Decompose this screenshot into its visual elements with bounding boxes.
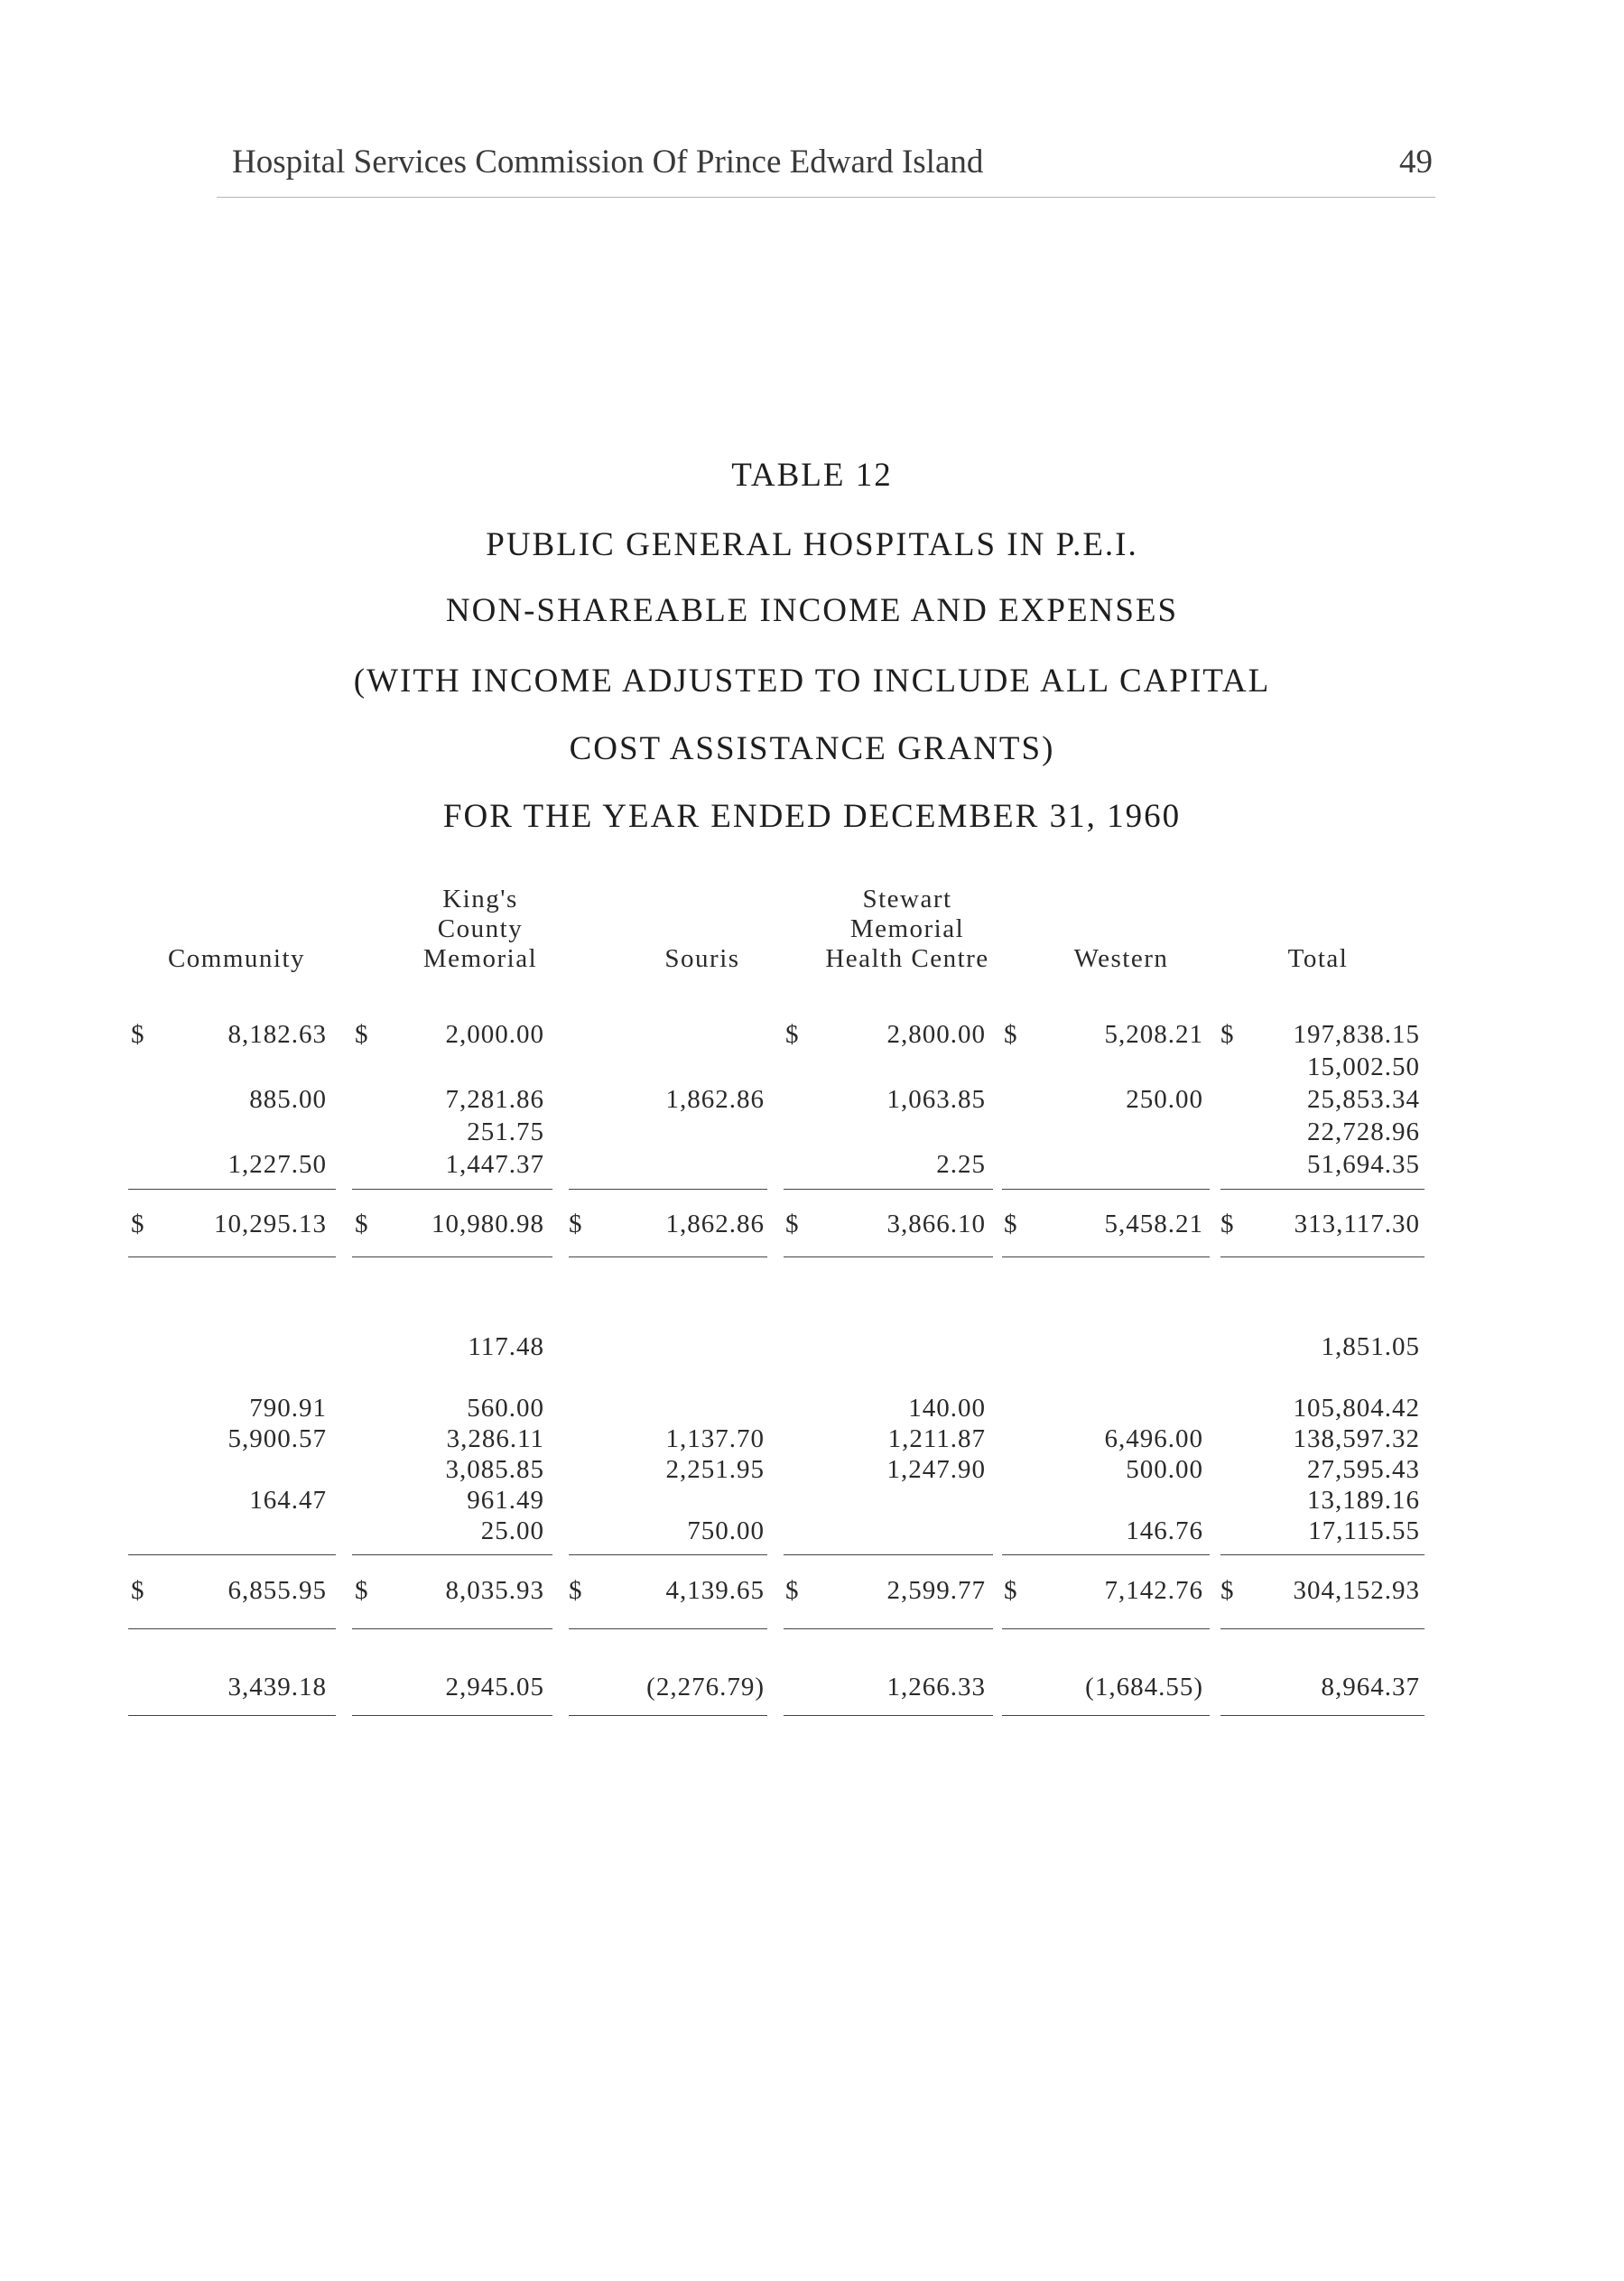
currency-sign: $ <box>131 1020 145 1049</box>
table-cell: 1,851.05 <box>1321 1332 1420 1361</box>
table-cell: 251.75 <box>467 1117 544 1146</box>
table-cell: 1,227.50 <box>227 1150 327 1179</box>
table-cell: 790.91 <box>249 1394 327 1423</box>
title-line: (WITH INCOME ADJUSTED TO INCLUDE ALL CAPITAL <box>353 663 1271 700</box>
table-cell: 7,142.76 <box>1104 1576 1203 1605</box>
table-cell: 250.00 <box>1126 1085 1203 1114</box>
table-rule <box>569 1554 767 1555</box>
table-cell: 138,597.32 <box>1293 1424 1420 1453</box>
currency-sign: $ <box>785 1210 800 1238</box>
column-header-line: Health Centre <box>825 944 989 973</box>
table-cell: 2,000.00 <box>445 1020 544 1049</box>
table-rule <box>128 1715 336 1716</box>
table-rule <box>569 1256 767 1257</box>
title-line: TABLE 12 <box>731 457 893 494</box>
table-rule <box>1220 1628 1424 1629</box>
table-rule <box>128 1256 336 1257</box>
table-cell: 1,447.37 <box>445 1150 544 1179</box>
table-rule <box>784 1628 993 1629</box>
table-cell: 6,855.95 <box>227 1576 327 1605</box>
currency-sign: $ <box>355 1020 369 1049</box>
table-cell: 117.48 <box>468 1332 544 1361</box>
table-rule <box>1002 1715 1210 1716</box>
table-cell: 3,085.85 <box>445 1455 544 1484</box>
table-cell: 4,139.65 <box>665 1576 765 1605</box>
currency-sign: $ <box>1004 1210 1018 1238</box>
currency-sign: $ <box>355 1210 369 1238</box>
table-rule <box>784 1189 993 1190</box>
table-cell: 17,115.55 <box>1308 1516 1420 1545</box>
column-header <box>1174 944 1462 974</box>
table-cell: 2,945.05 <box>445 1673 544 1701</box>
table-rule <box>784 1256 993 1257</box>
table-cell: 1,266.33 <box>886 1673 986 1701</box>
table-cell: 961.49 <box>467 1486 544 1515</box>
table-cell: 25.00 <box>480 1516 544 1545</box>
column-header-line: Western <box>1073 944 1169 973</box>
table-rule <box>1220 1715 1424 1716</box>
table-rule <box>784 1715 993 1716</box>
column-header-line: King's <box>442 885 518 913</box>
table-cell: 7,281.86 <box>445 1085 544 1114</box>
table-cell: 313,117.30 <box>1294 1210 1420 1238</box>
currency-sign: $ <box>785 1020 800 1049</box>
table-cell: 750.00 <box>687 1516 765 1545</box>
currency-sign: $ <box>1220 1020 1235 1049</box>
table-cell: 10,295.13 <box>214 1210 327 1238</box>
table-cell: 2,599.77 <box>886 1576 986 1605</box>
currency-sign: $ <box>785 1576 800 1605</box>
table-cell: 885.00 <box>249 1085 327 1114</box>
table-cell: 1,862.86 <box>665 1210 765 1238</box>
currency-sign: $ <box>569 1210 583 1238</box>
column-header-line: Community <box>167 944 306 973</box>
table-cell: 5,900.57 <box>227 1424 327 1453</box>
table-cell: 5,208.21 <box>1104 1020 1203 1049</box>
table-rule <box>1002 1189 1210 1190</box>
table-cell: 2,251.95 <box>665 1455 765 1484</box>
table-cell: 500.00 <box>1126 1455 1203 1484</box>
table-rule <box>1002 1628 1210 1629</box>
table-rule <box>569 1628 767 1629</box>
table-rule <box>1220 1554 1424 1555</box>
table-rule <box>784 1554 993 1555</box>
table-cell: 22,728.96 <box>1307 1117 1420 1146</box>
table-cell: 1,211.87 <box>887 1424 986 1453</box>
page-number: 49 <box>1399 144 1433 181</box>
table-cell: (1,684.55) <box>1085 1673 1203 1701</box>
title-line: COST ASSISTANCE GRANTS) <box>569 730 1055 767</box>
table-cell: 1,137.70 <box>665 1424 765 1453</box>
table-rule <box>352 1189 552 1190</box>
table-cell: 6,496.00 <box>1104 1424 1203 1453</box>
running-header-title: Hospital Services Commission Of Prince Edward Island <box>232 144 984 181</box>
currency-sign: $ <box>355 1576 369 1605</box>
table-cell: (2,276.79) <box>646 1673 765 1701</box>
table-cell: 560.00 <box>467 1394 544 1423</box>
table-rule <box>352 1256 552 1257</box>
currency-sign: $ <box>131 1210 145 1238</box>
table-cell: 27,595.43 <box>1307 1455 1420 1484</box>
table-rule <box>1220 1256 1424 1257</box>
table-cell: 13,189.16 <box>1307 1486 1420 1515</box>
table-cell: 3,286.11 <box>446 1424 544 1453</box>
table-rule <box>1002 1554 1210 1555</box>
table-cell: 2,800.00 <box>886 1020 986 1049</box>
table-cell: 164.47 <box>249 1486 327 1515</box>
table-rule <box>128 1189 336 1190</box>
column-header-line: Total <box>1287 944 1349 973</box>
currency-sign: $ <box>1220 1210 1235 1238</box>
table-cell: 25,853.34 <box>1307 1085 1420 1114</box>
table-cell: 105,804.42 <box>1293 1394 1420 1423</box>
table-rule <box>352 1628 552 1629</box>
table-cell: 8,182.63 <box>227 1020 327 1049</box>
table-cell: 3,866.10 <box>886 1210 986 1238</box>
table-cell: 1,063.85 <box>886 1085 986 1114</box>
table-cell: 10,980.98 <box>432 1210 544 1238</box>
title-line: PUBLIC GENERAL HOSPITALS IN P.E.I. <box>486 526 1138 563</box>
table-cell: 2.25 <box>936 1150 986 1179</box>
title-line: FOR THE YEAR ENDED DECEMBER 31, 1960 <box>442 798 1182 835</box>
table-cell: 8,964.37 <box>1321 1673 1420 1701</box>
table-cell: 140.00 <box>908 1394 986 1423</box>
column-header-line: Memorial <box>422 944 538 973</box>
table-cell: 146.76 <box>1126 1516 1203 1545</box>
title-line: NON-SHAREABLE INCOME AND EXPENSES <box>445 592 1179 629</box>
table-rule <box>1002 1256 1210 1257</box>
table-cell: 5,458.21 <box>1104 1210 1203 1238</box>
table-rule <box>569 1715 767 1716</box>
currency-sign: $ <box>569 1576 583 1605</box>
table-rule <box>1220 1189 1424 1190</box>
currency-sign: $ <box>1220 1576 1235 1605</box>
table-cell: 51,694.35 <box>1307 1150 1420 1179</box>
column-header-line: County <box>437 914 524 943</box>
table-cell: 304,152.93 <box>1293 1576 1420 1605</box>
table-rule <box>128 1628 336 1629</box>
currency-sign: $ <box>1004 1576 1018 1605</box>
table-rule <box>352 1715 552 1716</box>
column-header-line: Souris <box>664 944 740 973</box>
table-cell: 197,838.15 <box>1293 1020 1420 1049</box>
table-rule <box>128 1554 336 1555</box>
table-rule <box>352 1554 552 1555</box>
column-header-line: Stewart <box>862 885 952 913</box>
header-rule <box>217 197 1435 198</box>
table-cell: 15,002.50 <box>1307 1052 1420 1081</box>
table-cell: 1,862.86 <box>665 1085 765 1114</box>
table-rule <box>569 1189 767 1190</box>
column-header-line: Memorial <box>849 914 965 943</box>
table-cell: 1,247.90 <box>886 1455 986 1484</box>
table-cell: 8,035.93 <box>445 1576 544 1605</box>
table-cell: 3,439.18 <box>227 1673 327 1701</box>
currency-sign: $ <box>131 1576 145 1605</box>
currency-sign: $ <box>1004 1020 1018 1049</box>
